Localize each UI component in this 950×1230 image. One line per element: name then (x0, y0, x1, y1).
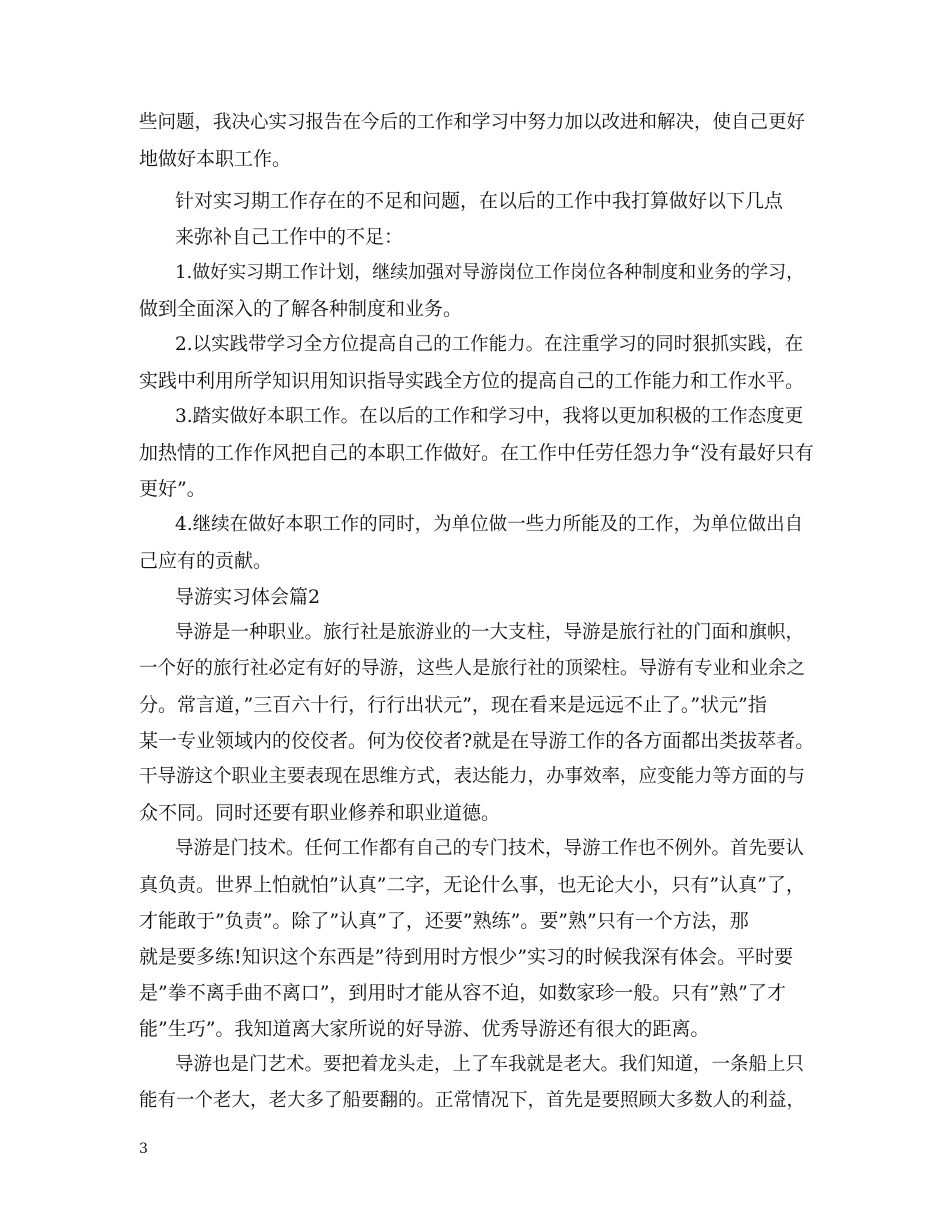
text-line: 地做好本职工作。 (139, 148, 292, 170)
text-line: 针对实习期工作存在的不足和问题，在以后的工作中我打算做好以下几点 (175, 190, 784, 212)
text-line: 导游是一种职业。旅行社是旅游业的一大支柱，导游是旅行社的门面和旗帜， (175, 622, 805, 643)
text-line: 加热情的工作作风把自己的本职工作做好。在工作中任劳任怨力争“没有最好只有 (139, 442, 814, 464)
text-line: 些问题，我决心实习报告在今后的工作和学习中努力加以改进和解决，使自己更好 (139, 112, 806, 133)
text-line: 1.做好实习期工作计划，继续加强对导游岗位工作岗位各种制度和业务的学习， (175, 262, 805, 283)
text-line: 某一专业领域内的佼佼者。何为佼佼者?就是在导游工作的各方面都出类拔萃者。 (139, 730, 815, 752)
text-line: 一个好的旅行社必定有好的导游，这些人是旅行社的顶梁柱。导游有专业和业余之 (139, 658, 806, 679)
page-number: 3 (139, 1141, 148, 1157)
text-line: 做到全面深入的了解各种制度和业务。 (139, 298, 463, 320)
text-line: 导游是门技术。任何工作都有自己的专门技术，导游工作也不例外。首先要认 (175, 838, 805, 859)
text-line: 众不同。同时还要有职业修养和职业道德。 (139, 802, 501, 824)
text-line: 更好”。 (139, 478, 206, 500)
text-line: 是”拳不离手曲不离口”，到用时才能从容不迫，如数家珍一般。只有”熟”了才 (139, 982, 786, 1004)
text-line: 能有一个老大，老大多了船要翻的。正常情况下，首先是要照顾大多数人的利益， (139, 1090, 806, 1111)
text-line: 就是要多练!知识这个东西是”待到用时方恨少”实习的时候我深有体会。平时要 (139, 946, 794, 968)
text-line: 才能敢于”负责”。除了”认真”了，还要”熟练”。要”熟”只有一个方法，那 (139, 910, 749, 932)
text-line: 己应有的贡献。 (139, 550, 273, 572)
text-line: 导游也是门艺术。要把着龙头走，上了车我就是老大。我们知道，一条船上只 (175, 1054, 805, 1075)
text-line: 能”生巧”。我知道离大家所说的好导游、优秀导游还有很大的距离。 (139, 1018, 710, 1040)
text-line: 4.继续在做好本职工作的同时，为单位做一些力所能及的工作，为单位做出自 (175, 514, 804, 535)
text-line: 2.以实践带学习全方位提高自己的工作能力。在注重学习的同时狠抓实践，在 (175, 334, 804, 355)
text-line: 实践中利用所学知识用知识指导实践全方位的提高自己的工作能力和工作水平。 (139, 370, 805, 392)
text-line: 真负责。世界上怕就怕”认真”二字，无论什么事，也无论大小，只有”认真”了， (139, 874, 805, 896)
section-heading: 导游实习体会篇2 (175, 586, 321, 608)
text-line: 来弥补自己工作中的不足： (175, 226, 404, 248)
text-line: 分。常言道，”三百六十行，行行出状元”，现在看来是远远不止了。”状元”指 (139, 694, 767, 716)
text-line: 干导游这个职业主要表现在思维方式，表达能力，办事效率，应变能力等方面的与 (139, 766, 806, 787)
text-line: 3.踏实做好本职工作。在以后的工作和学习中，我将以更加积极的工作态度更 (175, 406, 804, 427)
